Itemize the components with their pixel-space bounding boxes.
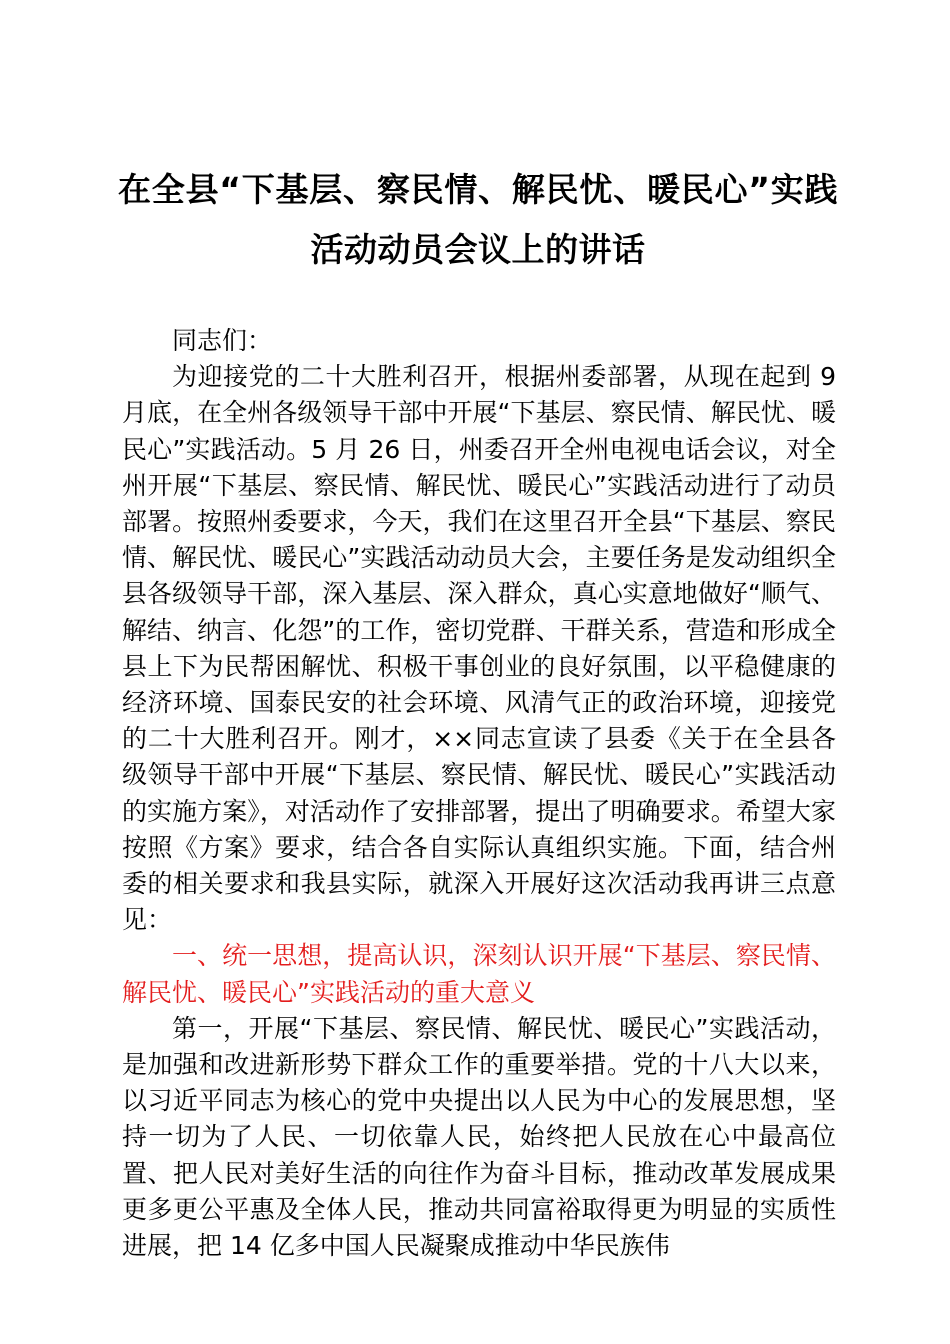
intro-paragraph: 为迎接党的二十大胜利召开，根据州委部署，从现在起到 9 月底，在全州各级领导干部中开展“下基层、察民情、解民忧、暖民心”实践活动。5 月 26 日，州委召开全州电视电话会议，对全州开展“下基层、察民情、解民忧、暖民心”实践活动进行了动员部署。按照州委要求，今天，我们在这里召开全县“下基层、察民情、解民忧、暖民心”实践活动动员大会，主要任务是发动组织全县各级领导干部，深入基层、深入群众，真心实意地做好“顺气、解结、纳言、化怨”的工作，密切党群、干群关系，营造和形成全县上下为民帮困解忧、积极干事创业的良好氛围，以平稳健康的经济环境、国泰民安的社会环境、风清气正的政治环境，迎接党的二十大胜利召开。刚才，××同志宣读了县委《关于在全县各级领导干部中开展“下基层、察民情、解民忧、暖民心”实践活动的实施方案》，对活动作了安排部署，提出了明确要求。希望大家按照《方案》要求，结合各自实际认真组织实施。下面，结合州委的相关要求和我县实际，就深入开展好这次活动我再讲三点意见：	[122, 362, 836, 935]
section-heading: 一、统一思想，提高认识，深刻认识开展“下基层、察民情、解民忧、暖民心”实践活动的重大意义	[122, 941, 836, 1007]
document-body	[122, 323, 836, 1264]
document-title: 在全县“下基层、察民情、解民忧、暖民心”实践活动动员会议上的讲话	[118, 170, 838, 269]
salutation: 同志们：	[172, 326, 273, 355]
section-paragraph: 第一，开展“下基层、察民情、解民忧、暖民心”实践活动，是加强和改进新形势下群众工作的重要举措。党的十八大以来，以习近平同志为核心的党中央提出以人民为中心的发展思想，坚持一切为了人民、一切依靠人民，始终把人民放在心中最高位置、把人民对美好生活的向往作为奋斗目标，推动改革发展成果更多更公平惠及全体人民，推动共同富裕取得更为明显的实质性进展，把 14 亿多中国人民凝聚成推动中华民族伟	[122, 1013, 836, 1261]
